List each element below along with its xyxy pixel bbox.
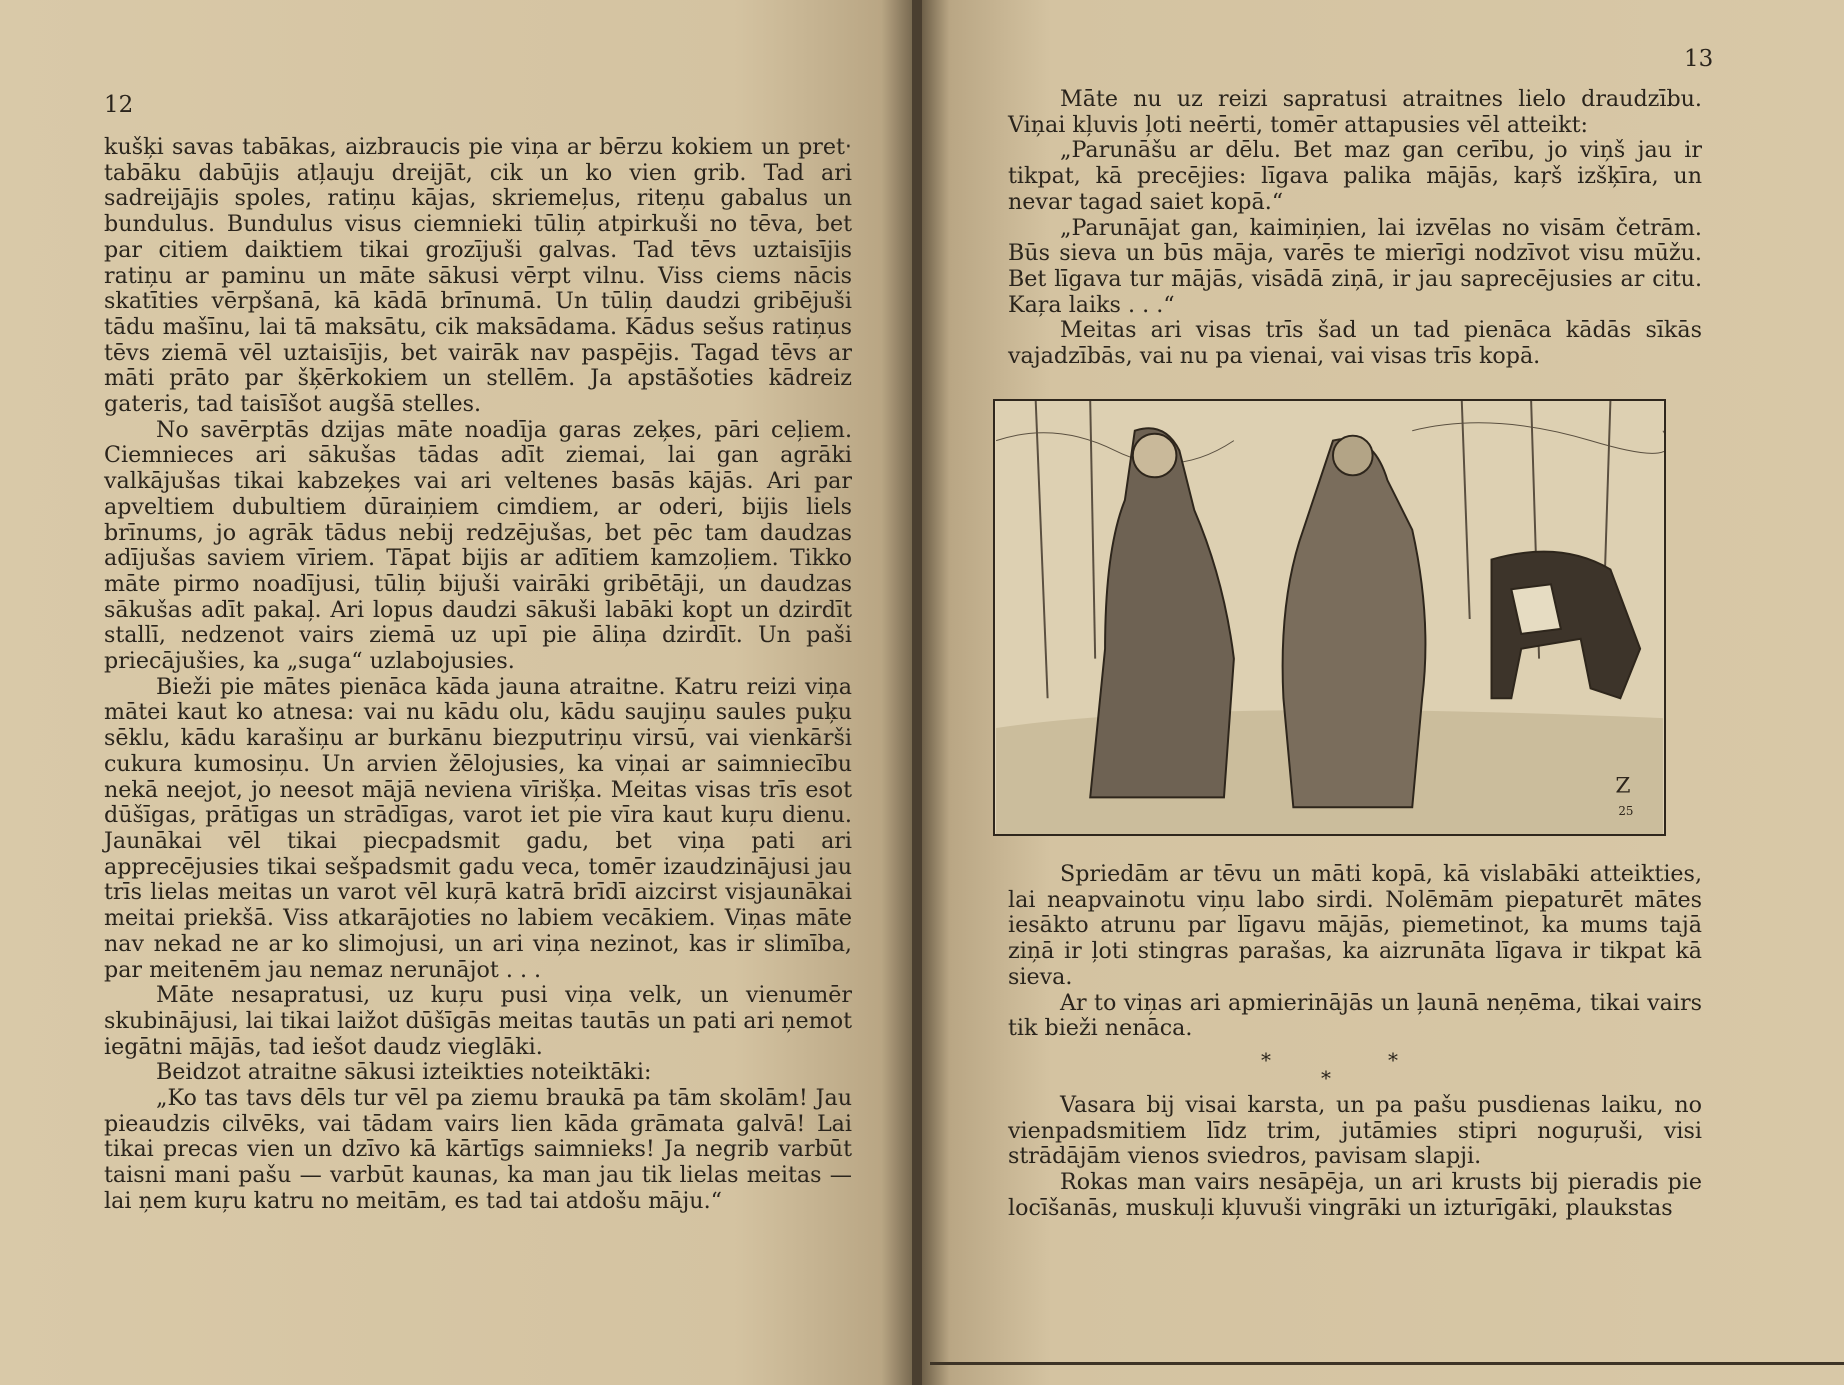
paragraph: Māte nu uz reizi sapratusi atraitnes lielo draudzību. Viņai kļuvis ļoti neērti, tomēr attapusies vēl atteikt:	[1008, 86, 1702, 138]
paragraph: „Parunājat gan, kaimiņien, lai izvēlas no visām četrām. Būs sieva un būs māja, varēs te mierīgi nodzīvot visu mūžu. Bet līgava tur mājās, visādā ziņā, ir jau saprecējusies ar citu. Kaŗa laiks . . .“	[1008, 214, 1702, 318]
paragraph: Māte nesapratusi, uz kuŗu pusi viņa velk, un vienumēr skubinājusi, lai tikai laižot dūšīgās meitas tautās un pati ari ņemot iegātni mājās, tad iešot daudz vieglāki.	[104, 982, 852, 1060]
illustration-year: 25	[1618, 804, 1634, 819]
right-page-text-last	[1008, 1093, 1702, 1222]
left-page	[0, 0, 918, 1385]
paragraph: Beidzot atraitne sākusi izteikties noteiktāki:	[156, 1059, 652, 1086]
paragraph: „Parunāšu ar dēlu. Bet maz gan cerību, jo viņš jau ir tikpat, kā precējies: līgava palika mājās, kaŗš izšķīra, un nevar tagad saiet kopā.“	[1008, 137, 1702, 215]
paragraph: Spriedām ar tēvu un māti kopā, kā vislabāki atteikties, lai neapvainotu viņu labo sirdi. Nolēmām piepaturēt mātes iesākto atrunu par līgavu mājās, piemetinot, ka mums tajā ziņā ir ļoti stingras parašas, ka aizrunāta līgava ir tikpat kā sieva.	[1008, 861, 1702, 990]
section-break-star: *	[1261, 1048, 1271, 1072]
page-bottom-rule	[930, 1362, 1844, 1365]
page-number-left: 12	[104, 92, 134, 118]
paragraph: No savērptās dzijas māte noadīja garas zeķes, pāri ceļiem. Ciemnieces ari sākušas tādas adīt ziemai, lai gan agrāki valkājušas tikai kabzeķes vai ari veltenes basās kājās. Ari par apveltiem dubultiem dūraiņiem cimdiem, ar oderi, bijis liels brīnums, jo agrāk tādus nebij redzējušas, bet pēc tam daudzas adījušas saviem vīriem. Tāpat bijis ar adītiem kamzoļiem. Tikko māte pirmo noadījusi, tūliņ bijuši vairāki gribētāji, un daudzas sākušas adīt pakaļ. Ari lopus daudzi sākuši labāki kopt un dzirdīt stallī, nedzenot vairs ziemā uz upī pie āliņa dzirdīt. Un paši priecājušies, ka „suga“ uzlabojusies.	[104, 416, 852, 675]
paragraph: Rokas man vairs nesāpēja, un ari krusts bij pieradis pie locīšanās, muskuļi kļuvuši vingrāki un izturīgāki, plaukstas	[1008, 1169, 1702, 1221]
paragraph: Ar to viņas ari apmierinājās un ļaunā neņēma, tikai vairs tik bieži nenāca.	[1008, 989, 1702, 1042]
section-break	[1008, 1048, 1702, 1088]
illustration-women-and-cow	[993, 399, 1666, 836]
page-number-right: 13	[1684, 46, 1714, 72]
illustration-signature: Z	[1615, 773, 1631, 799]
section-break-star: *	[1321, 1066, 1331, 1090]
paragraph: Vasara bij visai karsta, un pa pašu pusdienas laiku, no vienpadsmitiem līdz trim, jutāmies stipri noguŗuši, visi strādājām vienos sviedros, pavisam slapji.	[1008, 1092, 1702, 1170]
left-page-text	[104, 135, 852, 1215]
paragraph: „Ko tas tavs dēls tur vēl pa ziemu braukā pa tām skolām! Jau pieaudzis cilvēks, vai tādam vairs lien kāda grāmata galvā! Lai tikai precas vien un dzīvo kā kārtīgs saimnieks! Ja negrib varbūt taisni mani pašu — varbūt kaunas, ka man jau tik lielas meitas — lai ņem kuŗu katru no meitām, es tad tai atdošu māju.“	[104, 1085, 852, 1214]
paragraph: Meitas ari visas trīs šad un tad pienāca kādās sīkās vajadzībās, vai nu pa vienai, vai visas trīs kopā.	[1008, 317, 1702, 370]
section-break-star: *	[1388, 1048, 1398, 1072]
right-page-text-bottom	[1008, 862, 1702, 1042]
right-page-text-top	[1008, 87, 1702, 370]
paragraph: kušķi savas tabākas, aizbraucis pie viņa ar bērzu kokiem un pret‧tabāku dabūjis atļauju dreijāt, cik un ko vien grib. Tad ari sadreijājis spoles, ratiņu kājas, skriemeļus, riteņu gabalus un bundulus. Bundulus visus ciemnieki tūliņ atpirkuši no tēva, bet par citiem daiktiem tikai grozījuši galvas. Tad tēvs uztaisījis ratiņu ar paminu un māte sākusi vērpt vilnu. Viss ciems nācis skatīties vērpšanā, kā kādā brīnumā. Un tūliņ daudzi gribējuši tādu mašīnu, lai tā maksātu, cik maksādama. Kādus sešus ratiņus tēvs ziemā vēl uztaisījis, bet vairāk nav paspējis. Tagad tēvs ar māti prāto par šķērkokiem un stellēm. Ja apstāšoties kādreiz gateris, tad taisīšot augšā stelles.	[104, 134, 852, 418]
paragraph: Bieži pie mātes pienāca kāda jauna atraitne. Katru reizi viņa mātei kaut ko atnesa: vai nu kādu olu, kādu saujiņu saules puķu sēklu, kādu karašiņu ar burkānu biezputriņu virsū, vai vienkārši cukura kumosiņu. Un arvien žēlojusies, ka viņai ar saimniecību nekā neejot, jo neesot mājā neviena vīrišķa. Meitas visas trīs esot dūšīgas, prātīgas un strādīgas, varot iet pie vīra kaut kuŗu dienu. Jaunākai vēl tikai piecpadsmit gadu, bet viņa pati ari apprecējusies tikai sešpadsmit gadu veca, tomēr izaudzinājusi jau trīs lielas meitas un varot vēl kuŗā katrā brīdī aizcirst visjaunākai meitai priekšā. Viss atkarājoties no labiem vecākiem. Viņas māte nav nekad ne ar ko slimojusi, un ari viņa nezinot, kas ir slimība, par meitenēm jau nemaz nerunājot . . .	[104, 673, 852, 983]
